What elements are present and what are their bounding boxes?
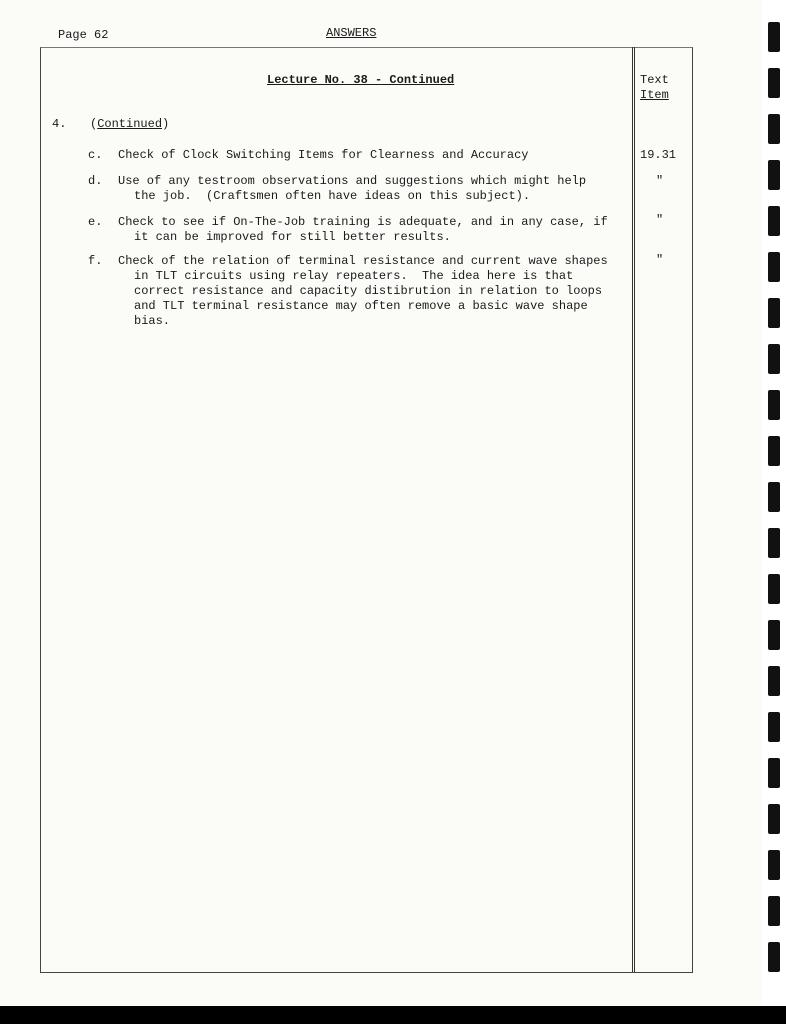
binding-hole [768,712,780,742]
text-item-column-header [640,73,669,103]
binding-hole [768,574,780,604]
answer-item-f [88,254,630,329]
item-text: Use of any testroom observations and suggestions which might help the job. (Craftsmen often have ideas on this subject). [118,174,587,203]
column-header-line1: Text [640,73,669,87]
binding-hole [768,298,780,328]
item-text: Check to see if On-The-Job training is adequate, and in any case, if it can be improved for still better results. [118,215,608,244]
binding-hole [768,390,780,420]
lecture-title: Lecture No. 38 - Continued [267,73,455,87]
binding-hole [768,942,780,972]
page-heading: ANSWERS [326,26,377,40]
answer-item-e [88,215,630,245]
section-title-open: ( [90,117,98,131]
binding-hole [768,22,780,52]
binding-hole [768,160,780,190]
scan-border [0,1006,786,1024]
section-title-word: Continued [97,117,163,131]
page-number: Page 62 [58,28,109,42]
item-reference: 19.31 [640,148,677,162]
binding-hole [768,482,780,512]
section-title [90,117,169,131]
punched-binding-strip [762,0,786,1006]
binding-hole [768,436,780,466]
binding-hole [768,68,780,98]
item-letter: f. [88,254,103,268]
answer-item-c [88,148,630,163]
item-text: Check of Clock Switching Items for Clearness and Accuracy [118,148,529,162]
column-header-line2: Item [640,88,669,102]
item-reference: " [656,253,664,267]
binding-hole [768,528,780,558]
answer-item-d [88,174,630,204]
binding-hole [768,620,780,650]
binding-hole [768,896,780,926]
section-number: 4. [52,117,67,131]
binding-hole [768,252,780,282]
item-reference: " [656,213,664,227]
binding-hole [768,206,780,236]
item-reference: " [656,174,664,188]
binding-hole [768,666,780,696]
binding-hole [768,804,780,834]
item-letter: c. [88,148,103,162]
section-title-close: ) [162,117,170,131]
binding-hole [768,758,780,788]
item-text: Check of the relation of terminal resistance and current wave shapes in TLT circuits using relay repeaters. The idea here is that correct resistance and capacity distibrution in relation to loops and TLT terminal resistance may often remove a basic wave shape bias. [118,254,608,328]
item-letter: e. [88,215,103,229]
binding-hole [768,344,780,374]
column-divider [632,47,635,972]
item-letter: d. [88,174,103,188]
binding-hole [768,114,780,144]
binding-hole [768,850,780,880]
